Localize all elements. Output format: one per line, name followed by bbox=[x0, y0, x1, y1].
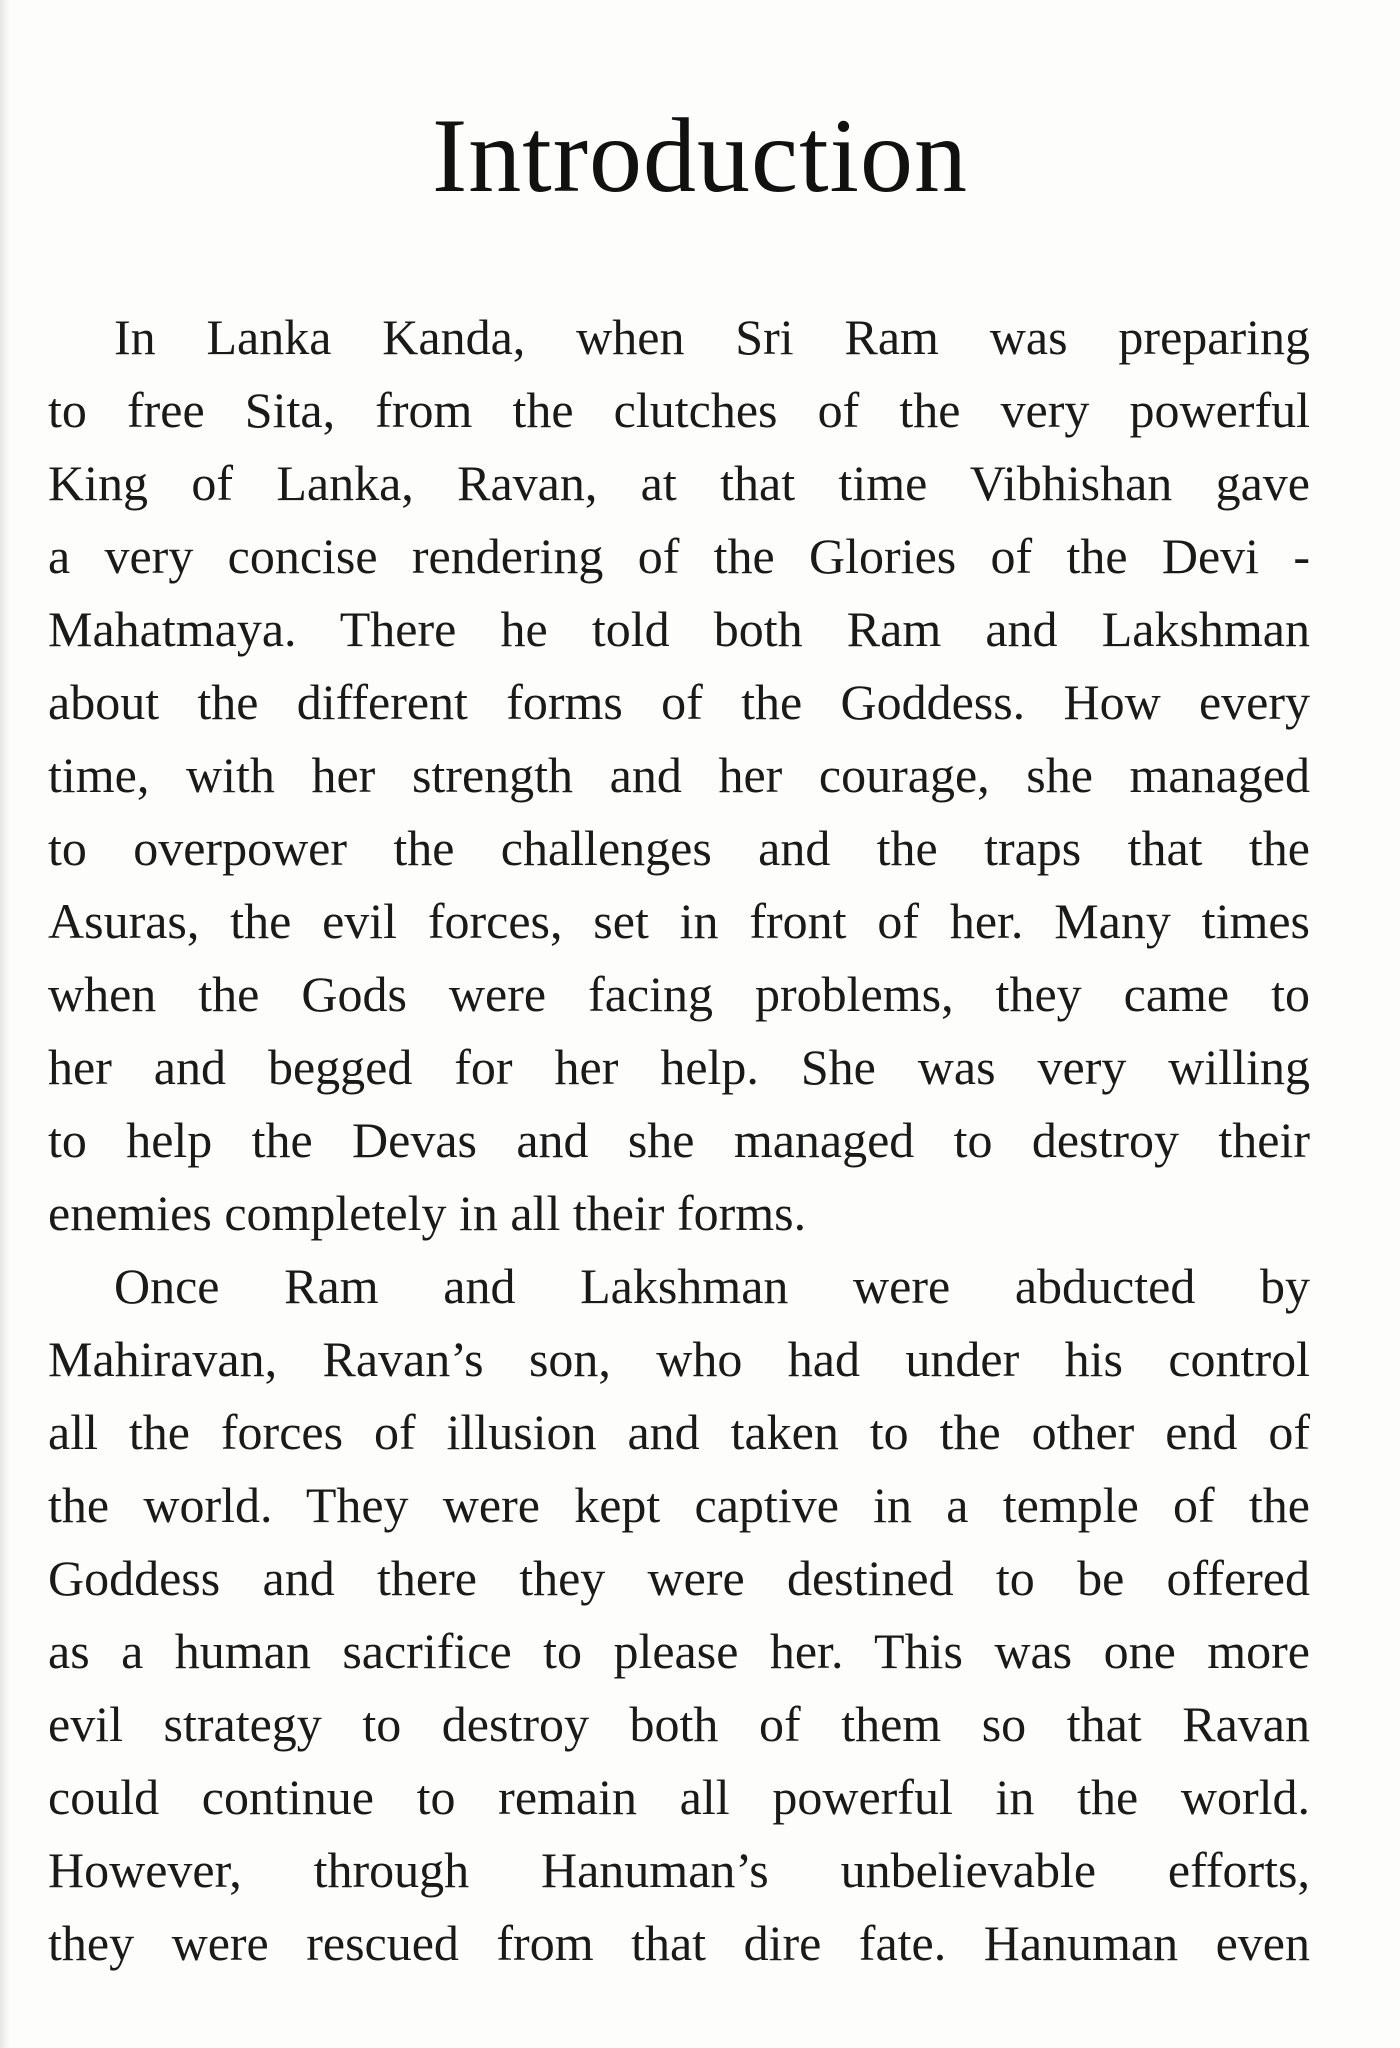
text-line: the world. They were kept captive in a temple of the bbox=[48, 1477, 1310, 1533]
text-line: as a human sacrifice to please her. This was one more bbox=[48, 1623, 1310, 1679]
text-line: In Lanka Kanda, when Sri Ram was preparing bbox=[114, 309, 1310, 365]
text-line: Once Ram and Lakshman were abducted by bbox=[114, 1258, 1310, 1314]
text-line: they were rescued from that dire fate. Hanuman even bbox=[48, 1915, 1310, 1971]
page-edge-shadow bbox=[0, 0, 10, 2048]
text-line: all the forces of illusion and taken to the other end of bbox=[48, 1404, 1310, 1460]
text-line: to free Sita, from the clutches of the very powerful bbox=[48, 382, 1310, 438]
text-line: about the different forms of the Goddess. How every bbox=[48, 674, 1310, 730]
text-line: a very concise rendering of the Glories of the Devi - bbox=[48, 528, 1310, 584]
text-line: her and begged for her help. She was very willing bbox=[48, 1039, 1310, 1095]
text-line: Mahatmaya. There he told both Ram and Lakshman bbox=[48, 601, 1310, 657]
text-line: Asuras, the evil forces, set in front of her. Many times bbox=[48, 893, 1310, 949]
chapter-title: Introduction bbox=[432, 97, 968, 214]
paragraph bbox=[48, 301, 1310, 1250]
text-line: could continue to remain all powerful in the world. bbox=[48, 1769, 1310, 1825]
text-line: Mahiravan, Ravan’s son, who had under his control bbox=[48, 1331, 1310, 1387]
text-line: when the Gods were facing problems, they came to bbox=[48, 966, 1310, 1022]
text-line: to help the Devas and she managed to destroy their bbox=[48, 1112, 1310, 1168]
paragraph bbox=[48, 1250, 1310, 1980]
text-line: Goddess and there they were destined to be offered bbox=[48, 1550, 1310, 1606]
text-line: evil strategy to destroy both of them so that Ravan bbox=[48, 1696, 1310, 1752]
text-line: time, with her strength and her courage, she managed bbox=[48, 747, 1310, 803]
body-text bbox=[48, 301, 1310, 1980]
text-line: enemies completely in all their forms. bbox=[48, 1185, 807, 1241]
text-line: to overpower the challenges and the traps that the bbox=[48, 820, 1310, 876]
text-line: King of Lanka, Ravan, at that time Vibhishan gave bbox=[48, 455, 1310, 511]
text-line: However, through Hanuman’s unbelievable efforts, bbox=[48, 1842, 1310, 1898]
